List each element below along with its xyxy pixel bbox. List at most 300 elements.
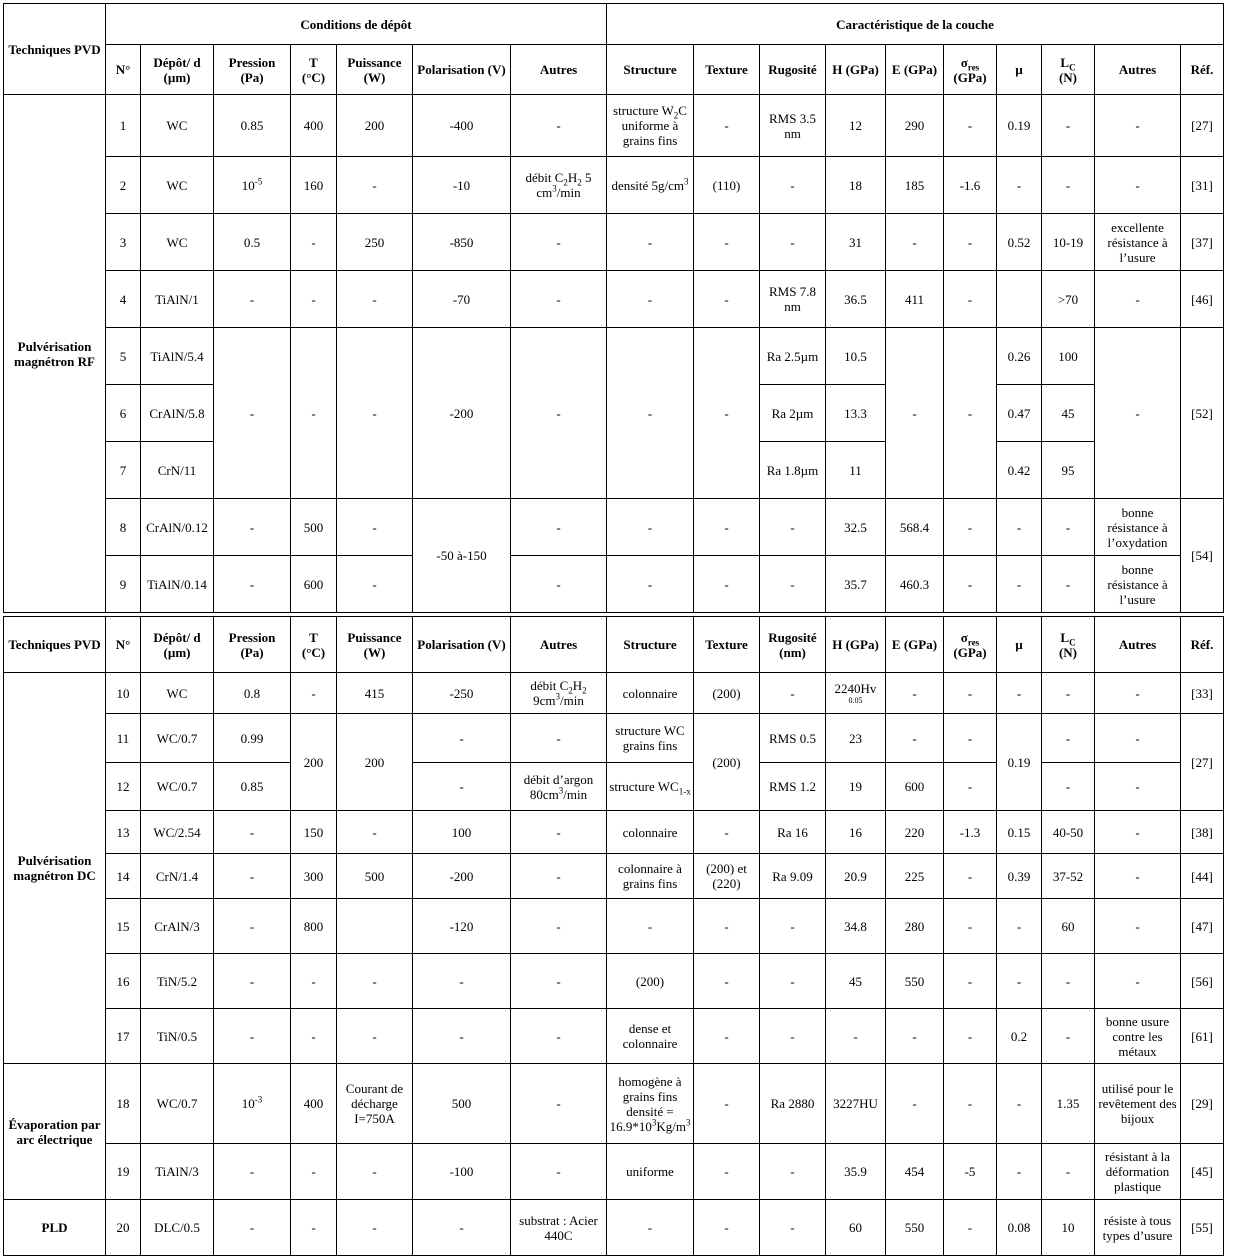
cell-puissance: - [337, 328, 413, 499]
cell-structure: - [607, 328, 694, 499]
cell-autres: - [511, 499, 607, 556]
cell-texture: - [694, 271, 760, 328]
cell-structure [607, 763, 694, 811]
cell-puissance: 415 [337, 673, 413, 714]
cell-structure: - [607, 1200, 694, 1256]
cell-depot: WC [141, 157, 214, 214]
cell-ref: [44] [1181, 854, 1224, 899]
header-autres-2: Autres [1095, 617, 1181, 673]
cell-ref: [55] [1181, 1200, 1224, 1256]
cell-temperature: 300 [291, 854, 337, 899]
cell-hardness: 20.9 [826, 854, 886, 899]
autres-sub-2: 2 [582, 685, 587, 696]
cell-sigma: - [944, 1200, 997, 1256]
cell-temperature: - [291, 954, 337, 1009]
header-lc [1042, 617, 1095, 673]
header-sigma-unit: (GPa) [953, 69, 987, 85]
cell-puissance: - [337, 811, 413, 854]
table-row [4, 811, 1224, 854]
header-rugosite: Rugosité (nm) [760, 617, 826, 673]
cell-mu: - [997, 954, 1042, 1009]
cell-rugosite: Ra 16 [760, 811, 826, 854]
cell-lc: 100 [1042, 328, 1095, 385]
cell-modulus: 454 [886, 1144, 944, 1200]
table-row [4, 271, 1224, 328]
cell-temperature: 800 [291, 899, 337, 954]
cell-autres-2: excellente résistance à l’usure [1095, 214, 1181, 271]
cell-rugosite: RMS 1.2 [760, 763, 826, 811]
cell-depot: WC/0.7 [141, 1064, 214, 1144]
cell-texture: - [694, 95, 760, 157]
cell-hardness: 16 [826, 811, 886, 854]
autres-text-b: /min [563, 786, 588, 802]
cell-modulus: 411 [886, 271, 944, 328]
autres-exponent: 3 [552, 183, 557, 194]
header-structure: Structure [607, 45, 694, 95]
structure-exponent: 3 [684, 176, 689, 187]
cell-lc: 40-50 [1042, 811, 1095, 854]
cell-rugosite: - [760, 1200, 826, 1256]
cell-puissance: - [337, 1009, 413, 1064]
cell-lc: 10-19 [1042, 214, 1095, 271]
header-temperature-unit: (°C) [301, 644, 326, 660]
structure-subscript: 2 [673, 110, 679, 121]
header-rugosite: Rugosité [760, 45, 826, 95]
cell-hardness [826, 673, 886, 714]
cell-texture: - [694, 899, 760, 954]
cell-lc: - [1042, 714, 1095, 763]
cell-polarisation: -100 [413, 1144, 511, 1200]
cell-ref: [27] [1181, 714, 1224, 811]
cell-structure: dense et colonnaire [607, 1009, 694, 1064]
cell-modulus: - [886, 214, 944, 271]
header-pression: Pression (Pa) [214, 617, 291, 673]
table-dc-arc-pld [3, 616, 1224, 1256]
cell-puissance: - [337, 1144, 413, 1200]
cell-hardness: 18 [826, 157, 886, 214]
pression-exponent: -3 [254, 1094, 263, 1105]
cell-no: 7 [106, 442, 141, 499]
cell-autres: - [511, 328, 607, 499]
table-rf-sputtering [3, 3, 1224, 613]
cell-no: 4 [106, 271, 141, 328]
cell-texture: - [694, 1144, 760, 1200]
cell-temperature: - [291, 1144, 337, 1200]
cell-pression: 0.5 [214, 214, 291, 271]
cell-polarisation: -200 [413, 854, 511, 899]
cell-polarisation: -250 [413, 673, 511, 714]
cell-lc: - [1042, 157, 1095, 214]
cell-temperature: - [291, 328, 337, 499]
cell-autres-2: résistant à la déformation plastique [1095, 1144, 1181, 1200]
cell-temperature: 500 [291, 499, 337, 556]
cell-sigma: -5 [944, 1144, 997, 1200]
header-puissance: Puissance (W) [337, 617, 413, 673]
autres-text-d: /min [556, 185, 581, 200]
autres-sub-1: 2 [563, 177, 568, 188]
header-texture: Texture [694, 45, 760, 95]
cell-mu: - [997, 157, 1042, 214]
cell-modulus: 280 [886, 899, 944, 954]
cell-rugosite: - [760, 157, 826, 214]
cell-lc: - [1042, 1009, 1095, 1064]
header-texture: Texture [694, 617, 760, 673]
cell-temperature: 150 [291, 811, 337, 854]
table-row [4, 673, 1224, 714]
cell-autres: substrat : Acier 440C [511, 1200, 607, 1256]
cell-no: 15 [106, 899, 141, 954]
cell-pression [214, 1064, 291, 1144]
cell-pression: - [214, 328, 291, 499]
header-lc-subscript: C [1069, 637, 1076, 648]
header-depot: Dépôt/ d (µm) [141, 45, 214, 95]
cell-pression: - [214, 271, 291, 328]
cell-autres-2: - [1095, 673, 1181, 714]
technique-pld: PLD [4, 1200, 106, 1256]
cell-puissance: - [337, 954, 413, 1009]
header-lc-unit: (N) [1058, 69, 1078, 85]
cell-polarisation: -70 [413, 271, 511, 328]
cell-temperature: - [291, 1200, 337, 1256]
cell-lc: 45 [1042, 385, 1095, 442]
header-temperature-unit: (°C) [301, 69, 326, 85]
cell-depot: WC [141, 95, 214, 157]
cell-depot: CrAlN/0.12 [141, 499, 214, 556]
cell-autres-2: - [1095, 954, 1181, 1009]
cell-depot: CrN/1.4 [141, 854, 214, 899]
cell-mu: 0.26 [997, 328, 1042, 385]
cell-sigma: - [944, 954, 997, 1009]
cell-sigma: - [944, 1064, 997, 1144]
cell-pression: - [214, 899, 291, 954]
cell-mu: - [997, 556, 1042, 613]
cell-mu: - [997, 899, 1042, 954]
header-temperature-symbol: T [309, 629, 318, 645]
cell-no: 2 [106, 157, 141, 214]
cell-depot: TiAlN/1 [141, 271, 214, 328]
cell-modulus: - [886, 673, 944, 714]
autres-sub-1: 2 [568, 685, 573, 696]
cell-autres-2: utilisé pour le revêtement des bijoux [1095, 1064, 1181, 1144]
cell-ref: [29] [1181, 1064, 1224, 1144]
table-row [4, 899, 1224, 954]
cell-autres-2: - [1095, 328, 1181, 499]
cell-temperature: - [291, 673, 337, 714]
cell-texture: (200) [694, 714, 760, 811]
autres-text-d: /min [560, 693, 584, 708]
cell-autres: - [511, 95, 607, 157]
cell-pression: 0.8 [214, 673, 291, 714]
cell-depot: CrN/11 [141, 442, 214, 499]
cell-rugosite: - [760, 1009, 826, 1064]
cell-lc: 37-52 [1042, 854, 1095, 899]
structure-exponent-2: 3 [685, 1117, 691, 1128]
cell-pression: - [214, 1144, 291, 1200]
cell-hardness: 32.5 [826, 499, 886, 556]
table-row [4, 1009, 1224, 1064]
autres-text-c: 9cm [533, 693, 556, 708]
cell-pression [214, 157, 291, 214]
cell-hardness: 11 [826, 442, 886, 499]
cell-autres: - [511, 1064, 607, 1144]
cell-puissance: - [337, 271, 413, 328]
cell-structure: - [607, 499, 694, 556]
cell-modulus: 220 [886, 811, 944, 854]
cell-no: 5 [106, 328, 141, 385]
cell-pression: 0.85 [214, 95, 291, 157]
structure-exponent: 3 [651, 1117, 657, 1128]
header-no: N° [106, 617, 141, 673]
cell-mu: - [997, 673, 1042, 714]
cell-temperature: - [291, 271, 337, 328]
cell-rugosite: RMS 0.5 [760, 714, 826, 763]
table-row [4, 954, 1224, 1009]
cell-rugosite: Ra 2µm [760, 385, 826, 442]
cell-autres-2: - [1095, 811, 1181, 854]
cell-ref: [37] [1181, 214, 1224, 271]
header-conditions-depot: Conditions de dépôt [106, 4, 607, 45]
cell-texture: - [694, 214, 760, 271]
cell-hardness: 10.5 [826, 328, 886, 385]
technique-rf: Pulvérisation magnétron RF [4, 95, 106, 613]
cell-mu: 0.39 [997, 854, 1042, 899]
cell-hardness: 31 [826, 214, 886, 271]
cell-structure [607, 95, 694, 157]
cell-autres: - [511, 714, 607, 763]
cell-pression: - [214, 811, 291, 854]
cell-depot: TiAlN/3 [141, 1144, 214, 1200]
cell-pression: - [214, 1009, 291, 1064]
cell-polarisation: 100 [413, 811, 511, 854]
cell-autres-2: - [1095, 899, 1181, 954]
cell-ref: [45] [1181, 1144, 1224, 1200]
cell-depot: TiN/0.5 [141, 1009, 214, 1064]
cell-sigma: - [944, 854, 997, 899]
table-row [4, 95, 1224, 157]
header-sigma-subscript: res [967, 637, 980, 648]
structure-text-a: structure W [613, 103, 674, 118]
cell-sigma: - [944, 214, 997, 271]
cell-no: 6 [106, 385, 141, 442]
cell-autres-2: - [1095, 157, 1181, 214]
cell-sigma: -1.6 [944, 157, 997, 214]
cell-polarisation: -850 [413, 214, 511, 271]
cell-mu: 0.15 [997, 811, 1042, 854]
cell-no: 3 [106, 214, 141, 271]
autres-text-b: H [567, 170, 578, 185]
cell-temperature: - [291, 214, 337, 271]
cell-lc: 10 [1042, 1200, 1095, 1256]
autres-sub-2: 2 [577, 177, 582, 188]
cell-rugosite: - [760, 499, 826, 556]
cell-rugosite: - [760, 556, 826, 613]
autres-text-a: débit C [525, 170, 564, 185]
cell-mu: - [997, 1064, 1042, 1144]
cell-puissance: - [337, 157, 413, 214]
header-autres-2: Autres [1095, 45, 1181, 95]
table-row [4, 328, 1224, 385]
cell-rugosite: Ra 2880 [760, 1064, 826, 1144]
header-hardness: H (GPa) [826, 45, 886, 95]
table-row [4, 214, 1224, 271]
cell-lc: - [1042, 1144, 1095, 1200]
cell-mu: 0.08 [997, 1200, 1042, 1256]
technique-arc: Évaporation par arc électrique [4, 1064, 106, 1200]
header-modulus: E (GPa) [886, 617, 944, 673]
header-pression: Pression (Pa) [214, 45, 291, 95]
autres-text-a: débit C [530, 678, 569, 693]
cell-modulus: 185 [886, 157, 944, 214]
cell-ref: [52] [1181, 328, 1224, 499]
cell-ref: [38] [1181, 811, 1224, 854]
hardness-load: 0.05 [848, 696, 863, 705]
cell-no: 11 [106, 714, 141, 763]
cell-structure: colonnaire [607, 673, 694, 714]
table-row [4, 1144, 1224, 1200]
header-sigma-symbol: σ [960, 54, 968, 70]
cell-pression: - [214, 954, 291, 1009]
cell-no: 16 [106, 954, 141, 1009]
cell-texture: (200) [694, 673, 760, 714]
cell-polarisation: - [413, 714, 511, 763]
cell-ref: [46] [1181, 271, 1224, 328]
cell-structure: colonnaire [607, 811, 694, 854]
structure-text-a: densité 5g/cm [611, 177, 685, 193]
header-polarisation: Polarisation (V) [413, 45, 511, 95]
cell-rugosite: - [760, 954, 826, 1009]
cell-lc: - [1042, 954, 1095, 1009]
cell-autres: - [511, 271, 607, 328]
cell-puissance [337, 899, 413, 954]
cell-polarisation: - [413, 1200, 511, 1256]
cell-ref: [47] [1181, 899, 1224, 954]
cell-ref: [61] [1181, 1009, 1224, 1064]
header-ref: Réf. [1181, 617, 1224, 673]
cell-modulus: 600 [886, 763, 944, 811]
cell-autres: - [511, 899, 607, 954]
cell-no: 8 [106, 499, 141, 556]
cell-mu: 0.47 [997, 385, 1042, 442]
header-temperature [291, 617, 337, 673]
cell-hardness: 35.7 [826, 556, 886, 613]
cell-mu: 0.19 [997, 95, 1042, 157]
cell-hardness: 34.8 [826, 899, 886, 954]
header-techniques: Techniques PVD [4, 617, 106, 673]
header-lc-subscript: C [1069, 62, 1076, 73]
cell-rugosite: Ra 2.5µm [760, 328, 826, 385]
autres-exponent: 3 [555, 691, 561, 702]
structure-text-b: C uniforme à grains fins [621, 103, 687, 148]
header-temperature-symbol: T [309, 54, 318, 70]
header-lc-symbol: L [1060, 54, 1070, 70]
cell-rugosite: Ra 1.8µm [760, 442, 826, 499]
technique-dc: Pulvérisation magnétron DC [4, 673, 106, 1064]
cell-texture: - [694, 556, 760, 613]
cell-autres [511, 673, 607, 714]
cell-rugosite: - [760, 214, 826, 271]
cell-ref: [27] [1181, 95, 1224, 157]
cell-lc: - [1042, 673, 1095, 714]
header-sigma-unit: (GPa) [953, 644, 987, 660]
cell-puissance: 250 [337, 214, 413, 271]
cell-lc: >70 [1042, 271, 1095, 328]
cell-no: 13 [106, 811, 141, 854]
cell-structure: - [607, 556, 694, 613]
cell-pression: 0.99 [214, 714, 291, 763]
cell-texture: - [694, 328, 760, 499]
header-sigma-symbol: σ [960, 629, 968, 645]
header-lc [1042, 45, 1095, 95]
table-row [4, 157, 1224, 214]
cell-mu: 0.42 [997, 442, 1042, 499]
cell-rugosite: RMS 7.8 nm [760, 271, 826, 328]
cell-temperature: - [291, 1009, 337, 1064]
cell-lc: - [1042, 763, 1095, 811]
table-row [4, 499, 1224, 556]
header-structure: Structure [607, 617, 694, 673]
cell-pression: - [214, 854, 291, 899]
cell-pression: - [214, 556, 291, 613]
cell-hardness: 12 [826, 95, 886, 157]
cell-autres-2: - [1095, 271, 1181, 328]
header-techniques: Techniques PVD [4, 4, 106, 95]
cell-hardness: - [826, 1009, 886, 1064]
cell-depot: TiAlN/0.14 [141, 556, 214, 613]
autres-text-b: H [572, 678, 583, 693]
hardness-value: 2240Hv [834, 681, 877, 696]
cell-hardness: 23 [826, 714, 886, 763]
cell-mu [997, 271, 1042, 328]
cell-depot: CrAlN/5.8 [141, 385, 214, 442]
cell-sigma: - [944, 714, 997, 763]
cell-structure: - [607, 271, 694, 328]
table-row [4, 1200, 1224, 1256]
cell-no: 19 [106, 1144, 141, 1200]
cell-structure: (200) [607, 954, 694, 1009]
cell-autres: - [511, 854, 607, 899]
cell-pression: - [214, 1200, 291, 1256]
cell-ref: [33] [1181, 673, 1224, 714]
cell-autres-2: - [1095, 763, 1181, 811]
cell-hardness: 3227HU [826, 1064, 886, 1144]
cell-no: 1 [106, 95, 141, 157]
cell-depot: TiAlN/5.4 [141, 328, 214, 385]
header-mu: µ [997, 617, 1042, 673]
cell-hardness: 19 [826, 763, 886, 811]
cell-hardness: 13.3 [826, 385, 886, 442]
structure-subscript: 1-x [678, 786, 691, 797]
cell-texture: (200) et (220) [694, 854, 760, 899]
cell-polarisation: -400 [413, 95, 511, 157]
cell-depot: WC/0.7 [141, 763, 214, 811]
cell-autres: - [511, 1009, 607, 1064]
cell-temperature: 600 [291, 556, 337, 613]
cell-hardness: 35.9 [826, 1144, 886, 1200]
cell-no: 17 [106, 1009, 141, 1064]
cell-autres-2: - [1095, 854, 1181, 899]
cell-ref: [31] [1181, 157, 1224, 214]
cell-pression: 0.85 [214, 763, 291, 811]
structure-text-a: homogène à grains fins densité = 16.9*10 [609, 1073, 682, 1134]
cell-autres [511, 763, 607, 811]
header-no: N° [106, 45, 141, 95]
cell-texture: - [694, 1009, 760, 1064]
cell-temperature: 400 [291, 95, 337, 157]
header-mu: µ [997, 45, 1042, 95]
header-ref: Réf. [1181, 45, 1224, 95]
cell-depot: WC [141, 214, 214, 271]
cell-sigma: - [944, 1009, 997, 1064]
